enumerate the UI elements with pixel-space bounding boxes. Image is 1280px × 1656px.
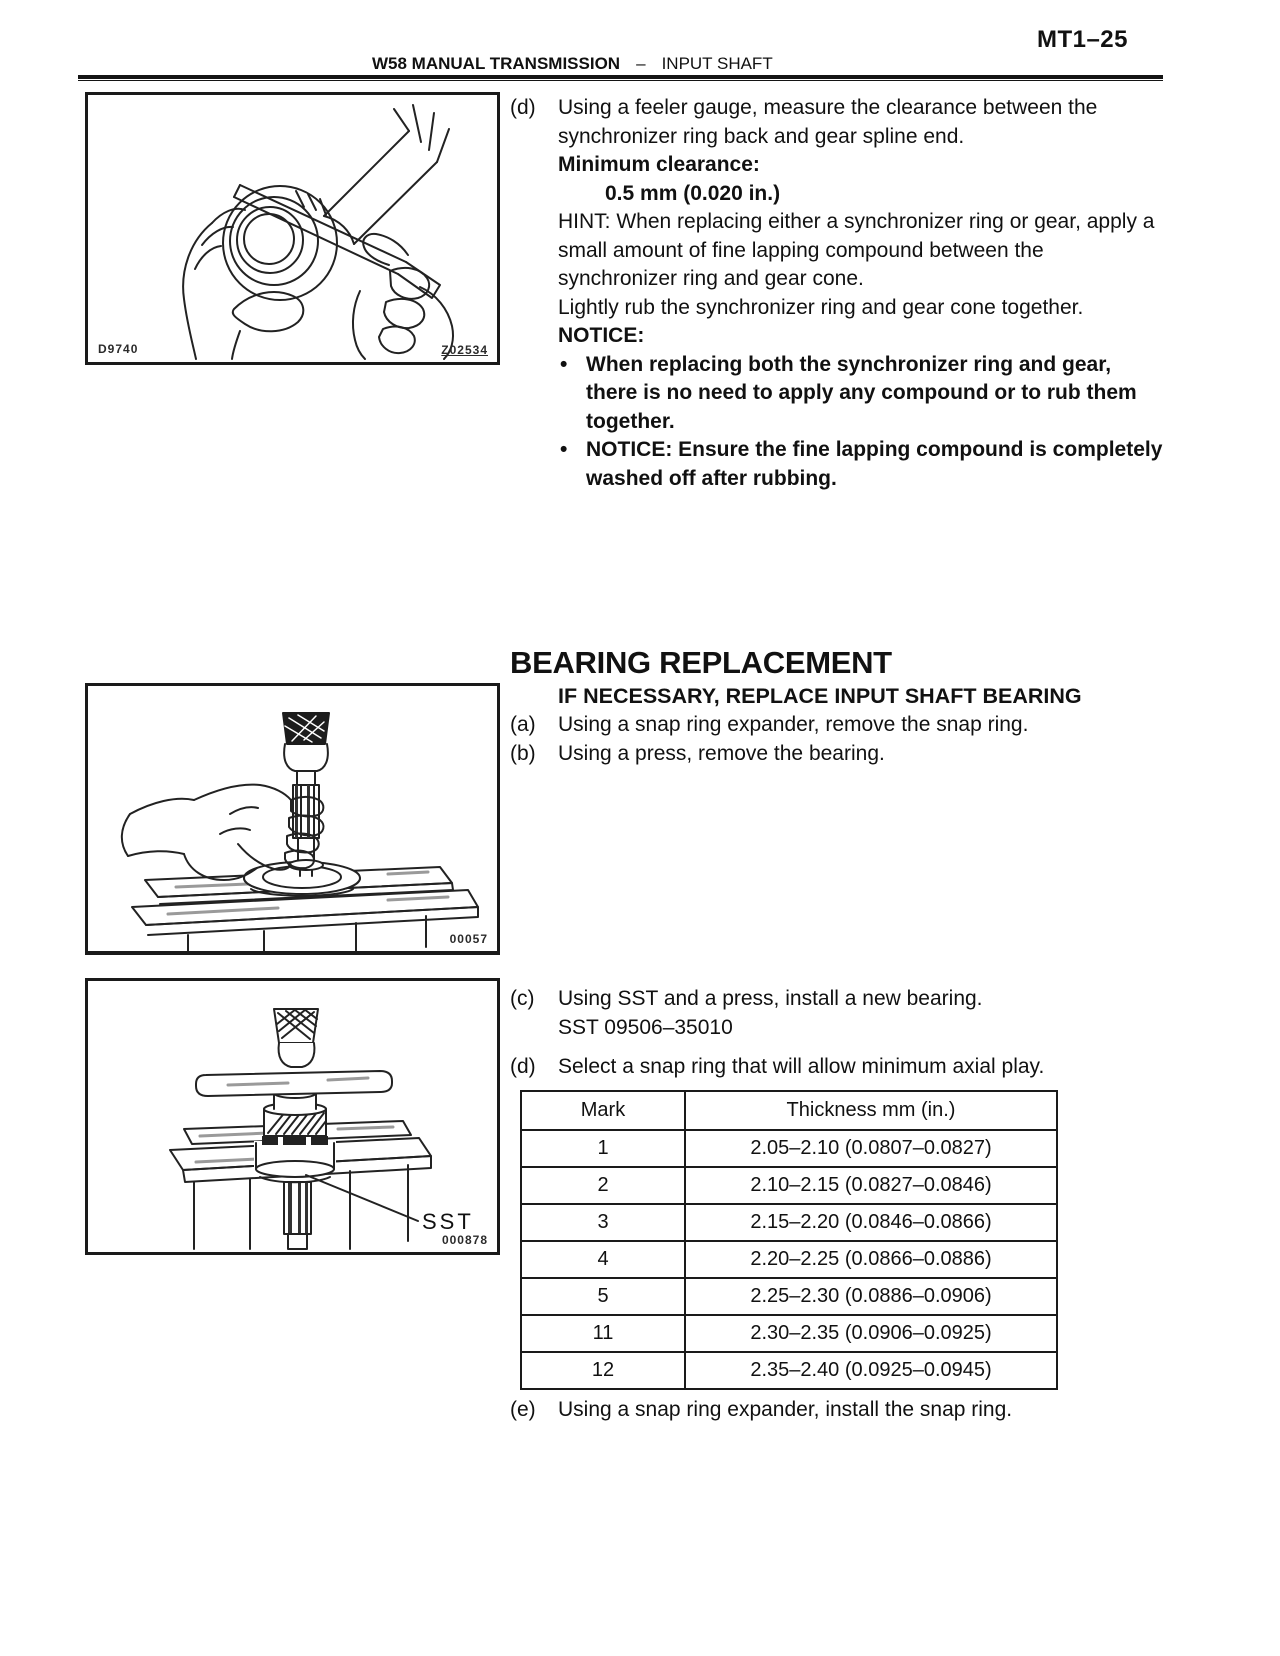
spec-label: Minimum clearance: [558,153,760,176]
step-label: (b) [510,741,536,765]
notice-bullet [510,436,1168,493]
column-header-mark: Mark [521,1091,685,1130]
step-text: Using a snap ring expander, remove the snap ring. [558,713,1029,736]
hint-text: HINT: When replacing either a synchronizer ring or gear, apply a small amount of fine lapping compound between the synchronizer ring and gear cone. [558,210,1155,290]
step-label: (d) [510,1055,536,1078]
table-header-row [521,1091,1057,1130]
column-header-thickness: Thickness mm (in.) [685,1091,1057,1130]
mark-cell: 2 [521,1167,685,1204]
figure-feeler-gauge [85,92,500,365]
mark-cell: 5 [521,1278,685,1315]
thickness-cell: 2.25–2.30 (0.0886–0.0906) [685,1278,1057,1315]
sst-label: SST [422,1209,474,1234]
table-row [521,1204,1057,1241]
figure-code: D9740 [98,342,139,356]
step-c [510,985,1168,1014]
mark-cell: 12 [521,1352,685,1389]
bullet-text: When replacing both the synchronizer ring and gear, there is no need to apply any compound or to rub them together. [586,352,1137,433]
thickness-cell: 2.15–2.20 (0.0846–0.0866) [685,1204,1057,1241]
table-row [521,1167,1057,1204]
table-row [521,1278,1057,1315]
step-a [510,711,1168,740]
rub-text: Lightly rub the synchronizer ring and gear cone together. [558,295,1084,319]
running-header-dash: – [636,54,646,73]
feeler-gauge-illustration [88,95,497,362]
section-install-bearing [510,985,1168,1082]
snap-ring-band [262,1136,328,1145]
table-row [521,1241,1057,1278]
thickness-cell: 2.05–2.10 (0.0807–0.0827) [685,1130,1057,1167]
section-bearing-replacement [510,644,1168,768]
step-text: Using SST and a press, install a new bearing. [558,987,983,1010]
step-label: (e) [510,1398,536,1421]
step-label: (a) [510,713,536,736]
snap-ring-table-body [521,1130,1057,1389]
section-subtitle: IF NECESSARY, REPLACE INPUT SHAFT BEARING [558,684,1082,708]
figure-code: 000878 [441,1233,488,1247]
table-row [521,1352,1057,1389]
thickness-cell: 2.20–2.25 (0.0866–0.0886) [685,1241,1057,1278]
mark-cell: 1 [521,1130,685,1167]
step-text: Using a snap ring expander, install the snap ring. [558,1398,1013,1421]
sst-collar [254,1141,336,1182]
section-install-snap-ring [510,1396,1168,1425]
header-rule [78,75,1163,81]
thickness-cell: 2.30–2.35 (0.0906–0.0925) [685,1315,1057,1352]
mark-cell: 11 [521,1315,685,1352]
notice-bullet [510,351,1168,437]
section-feeler-gauge [510,94,1168,493]
figure-press-install-sst [85,978,500,1255]
figure-code: Z02534 [441,343,488,357]
figure-press-remove-bearing [85,683,500,955]
step-text: Using a feeler gauge, measure the clearance between the synchronizer ring back and gear spline end. [558,96,1098,148]
step-e [510,1396,1168,1425]
step-label: (d) [510,96,536,119]
bullet-text: NOTICE: Ensure the fine lapping compound is completely washed off after rubbing. [586,438,1163,490]
running-header-section: INPUT SHAFT [661,54,773,73]
section-title: BEARING REPLACEMENT [510,645,892,680]
running-header-title: W58 MANUAL TRANSMISSION [372,54,621,73]
table-row [521,1315,1057,1352]
sst-number: SST 09506–35010 [558,1015,733,1039]
running-header [372,54,773,74]
step-text: Using a press, remove the bearing. [558,741,885,765]
bullet-icon: • [560,352,568,376]
input-shaft [324,105,449,244]
step-d [510,94,1168,151]
notice-label: NOTICE: [558,324,645,347]
page-number: MT1–25 [1036,26,1128,53]
bullet-icon: • [560,438,568,461]
press-install-illustration [88,981,497,1251]
sst-leader-line [306,1175,418,1221]
press-plate [196,1071,392,1096]
thickness-cell: 2.10–2.15 (0.0827–0.0846) [685,1167,1057,1204]
spec-value: 0.5 mm (0.020 in.) [605,181,781,205]
press-ram [274,1009,318,1067]
thickness-cell: 2.35–2.40 (0.0925–0.0945) [685,1352,1057,1389]
mark-cell: 3 [521,1204,685,1241]
figure-code: 00057 [449,932,488,946]
table-row [521,1130,1057,1167]
mark-cell: 4 [521,1241,685,1278]
press-remove-illustration [88,686,497,951]
right-hand [353,234,453,359]
input-shaft-lower [284,1182,311,1249]
step-text: Select a snap ring that will allow minimum axial play. [558,1055,1045,1078]
step-b [510,740,1168,769]
step-label: (c) [510,987,535,1010]
step-d2 [510,1053,1168,1082]
snap-ring-table [520,1090,1058,1390]
